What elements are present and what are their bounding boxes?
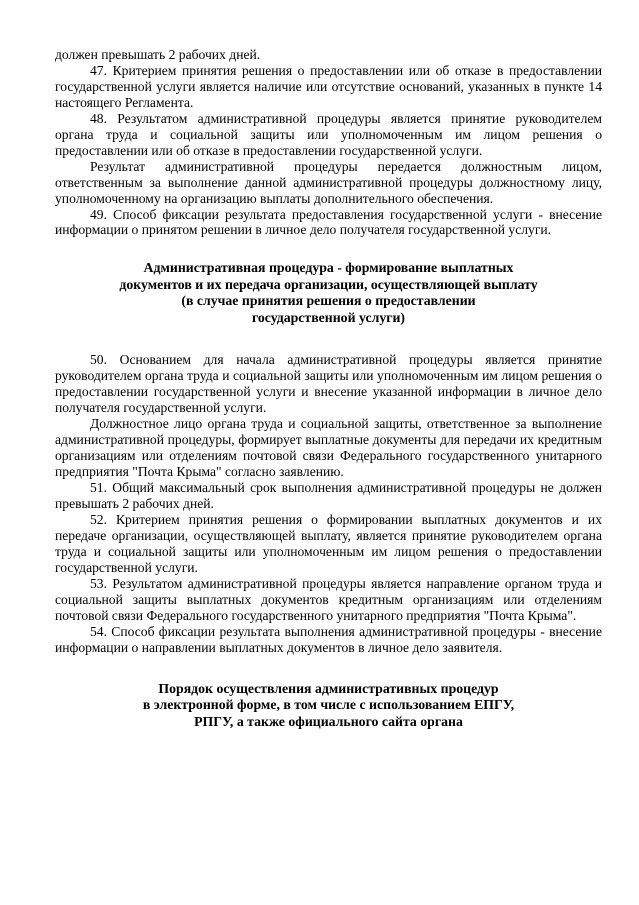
paragraph-48: 48. Результатом административной процедуры является принятие руководителем органа труда и социальной защиты или уполномоченным им лицом решения о предоставлении или об отказе в предоставлении государственной услуги. <box>55 110 602 158</box>
paragraph-51: 51. Общий максимальный срок выполнения административной процедуры не должен превышать 2 рабочих дней. <box>55 480 602 512</box>
heading-line: (в случае принятия решения о предоставлении <box>181 293 476 309</box>
paragraph-53: 53. Результатом административной процедуры является направление органом труда и социальной защиты выплатных документов кредитным организациям или отделениям почтовой связи Федерального государственного унитарного предприятия "Почта Крыма". <box>55 575 602 623</box>
paragraph-54: 54. Способ фиксации результата выполнения административной процедуры - внесение информации о направлении выплатных документов в личное дело заявителя. <box>55 623 602 655</box>
paragraph-48-result: Результат административной процедуры передается должностным лицом, ответственным за выполнение данной административной процедуры должностному лицу, уполномоченному на организацию выплаты дополнительного обеспечения. <box>55 158 602 206</box>
paragraph-49: 49. Способ фиксации результата предоставления государственной услуги - внесение информации о принятом решении в личное дело получателя государственной услуги. <box>55 206 602 238</box>
document-body <box>55 47 602 730</box>
heading-line: государственной услуги) <box>251 309 406 325</box>
section-heading-electronic-form <box>55 681 602 731</box>
paragraph-52: 52. Критерием принятия решения о формировании выплатных документов и их передаче организации, осуществляющей выплату, является принятие руководителем органа труда и социальной защиты или уполномоченным им лицом решения о предоставлении государственной услуги. <box>55 511 602 575</box>
section-heading-payment-documents <box>55 260 602 326</box>
paragraph-47: 47. Критерием принятия решения о предоставлении или об отказе в предоставлении государственной услуги является наличие или отсутствие оснований, указанных в пункте 14 настоящего Регламента. <box>55 62 602 110</box>
heading-line: документов и их передача организации, осуществляющей выплату <box>119 276 538 292</box>
heading-line: Административная процедура - формирование выплатных <box>143 260 514 276</box>
heading-line: РПГУ, а также официального сайта органа <box>194 713 463 729</box>
heading-line: в электронной форме, в том числе с использованием ЕПГУ, <box>142 697 515 713</box>
paragraph-continuation: должен превышать 2 рабочих дней. <box>55 47 261 62</box>
paragraph-50: 50. Основанием для начала административной процедуры является принятие руководителем органа труда и социальной защиты или уполномоченным им лицом решения о предоставлении государственной услуги и внесение указанной информации в личное дело получателя государственной услуги. <box>55 352 602 416</box>
heading-line: Порядок осуществления административных процедур <box>158 680 499 696</box>
paragraph-50-official: Должностное лицо органа труда и социальной защиты, ответственное за выполнение административной процедуры, формирует выплатные документы для передачи их кредитным организациям или отделениям почтовой связи Федерального государственного унитарного предприятия "Почта Крыма" согласно заявлению. <box>55 416 602 480</box>
